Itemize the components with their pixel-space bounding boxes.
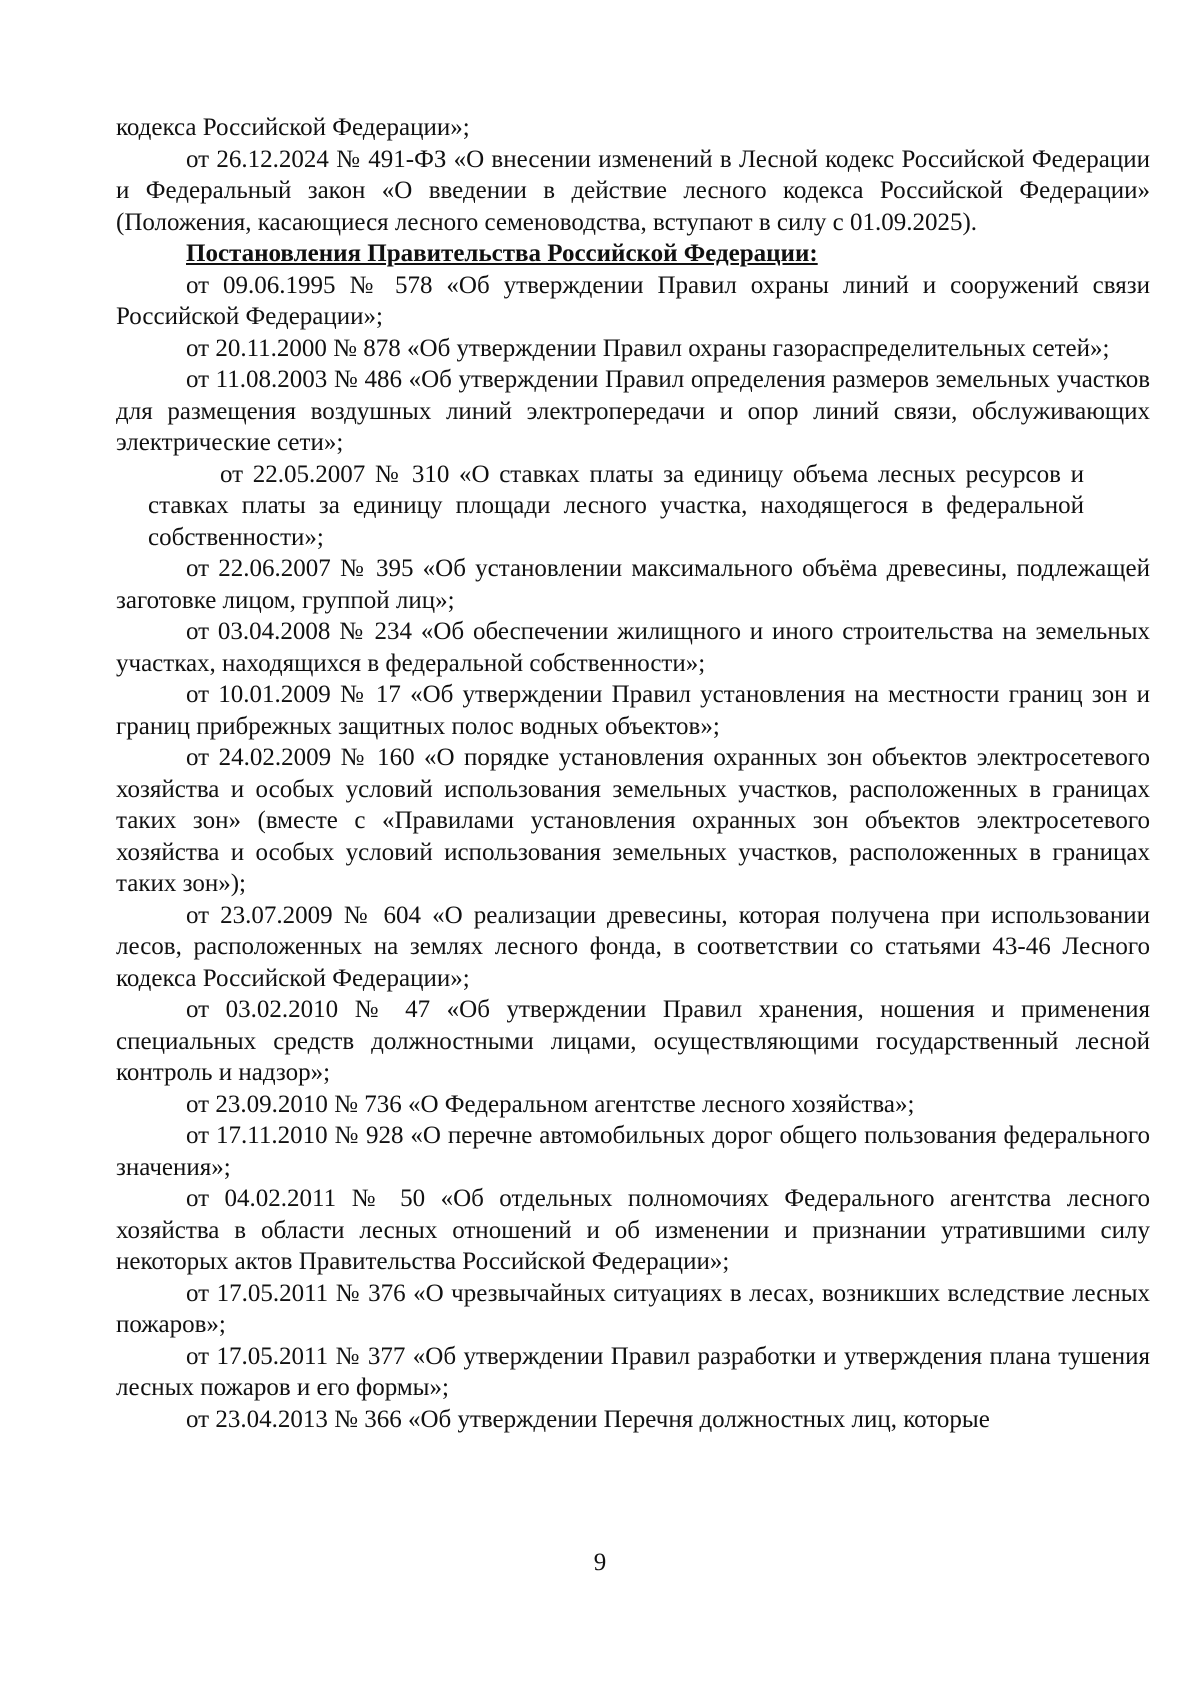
decree-entry: от 23.09.2010 № 736 «О Федеральном агентстве лесного хозяйства»; (186, 1090, 915, 1118)
decree-entry: от 09.06.1995 № 578 «Об утверждении Правил охраны линий и сооружений связи Российской Федерации»; (116, 271, 1150, 330)
decree-entry: от 23.04.2013 № 366 «Об утверждении Перечня должностных лиц, которые (186, 1405, 990, 1433)
decree-entry: от 10.01.2009 № 17 «Об утверждении Правил установления на местности границ зон и границ прибрежных защитных полос водных объектов»; (116, 681, 1150, 740)
document-page (116, 112, 1150, 1435)
decree-entry: от 22.06.2007 № 395 «Об установлении максимального объёма древесины, подлежащей заготовке лицом, группой лиц»; (116, 555, 1150, 614)
section-heading: Постановления Правительства Российской Федерации: (186, 240, 818, 267)
decree-entry: от 03.04.2008 № 234 «Об обеспечении жилищного и иного строительства на земельных участках, находящихся в федеральной собственности»; (116, 618, 1150, 677)
page-number: 9 (593, 1549, 607, 1576)
federal-law-entry: от 26.12.2024 № 491-ФЗ «О внесении изменений в Лесной кодекс Российской Федерации и Федеральный закон «О введении в действие лесного кодекса Российской Федерации» (Положения, касающиеся лесного семеноводства, вступают в силу с 01.09.2025). (116, 145, 1150, 236)
decree-entry: от 11.08.2003 № 486 «Об утверждении Правил определения размеров земельных участков для размещения воздушных линий электропередачи и опор линий связи, обслуживающих электрические сети»; (116, 366, 1150, 456)
decree-entry: от 23.07.2009 № 604 «О реализации древесины, которая получена при использовании лесов, расположенных на землях лесного фонда, в соответствии со статьями 43-46 Лесного кодекса Российской Федерации»; (116, 901, 1150, 992)
decree-entry: от 17.05.2011 № 376 «О чрезвычайных ситуациях в лесах, возникших вследствие лесных пожаров»; (116, 1279, 1150, 1338)
decree-entry: от 24.02.2009 № 160 «О порядке установления охранных зон объектов электросетевого хозяйства и особых условий использования земельных участков, расположенных в границах таких зон» (вместе с «Правилами установления охранных зон объектов электросетевого хозяйства и особых условий использования земельных участков, расположенных в границах таких зон»); (116, 744, 1150, 897)
decree-entry: от 17.11.2010 № 928 «О перечне автомобильных дорог общего пользования федерального значения»; (116, 1122, 1150, 1181)
decree-entry: от 20.11.2000 № 878 «Об утверждении Правил охраны газораспределительных сетей»; (186, 334, 1110, 362)
decree-entry: от 04.02.2011 № 50 «Об отдельных полномочиях Федерального агентства лесного хозяйства в области лесных отношений и об изменении и признании утратившими силу некоторых актов Правительства Российской Федерации»; (116, 1185, 1150, 1275)
decree-entry: от 22.05.2007 № 310 «О ставках платы за единицу объема лесных ресурсов и ставках платы за единицу площади лесного участка, находящегося в федеральной собственности»; (148, 460, 1084, 551)
opening-line: кодекса Российской Федерации»; (116, 114, 470, 141)
decree-entry: от 17.05.2011 № 377 «Об утверждении Правил разработки и утверждения плана тушения лесных пожаров и его формы»; (116, 1342, 1150, 1401)
decree-entry: от 03.02.2010 № 47 «Об утверждении Правил хранения, ношения и применения специальных средств должностными лицами, осуществляющими государственный лесной контроль и надзор»; (116, 996, 1150, 1086)
